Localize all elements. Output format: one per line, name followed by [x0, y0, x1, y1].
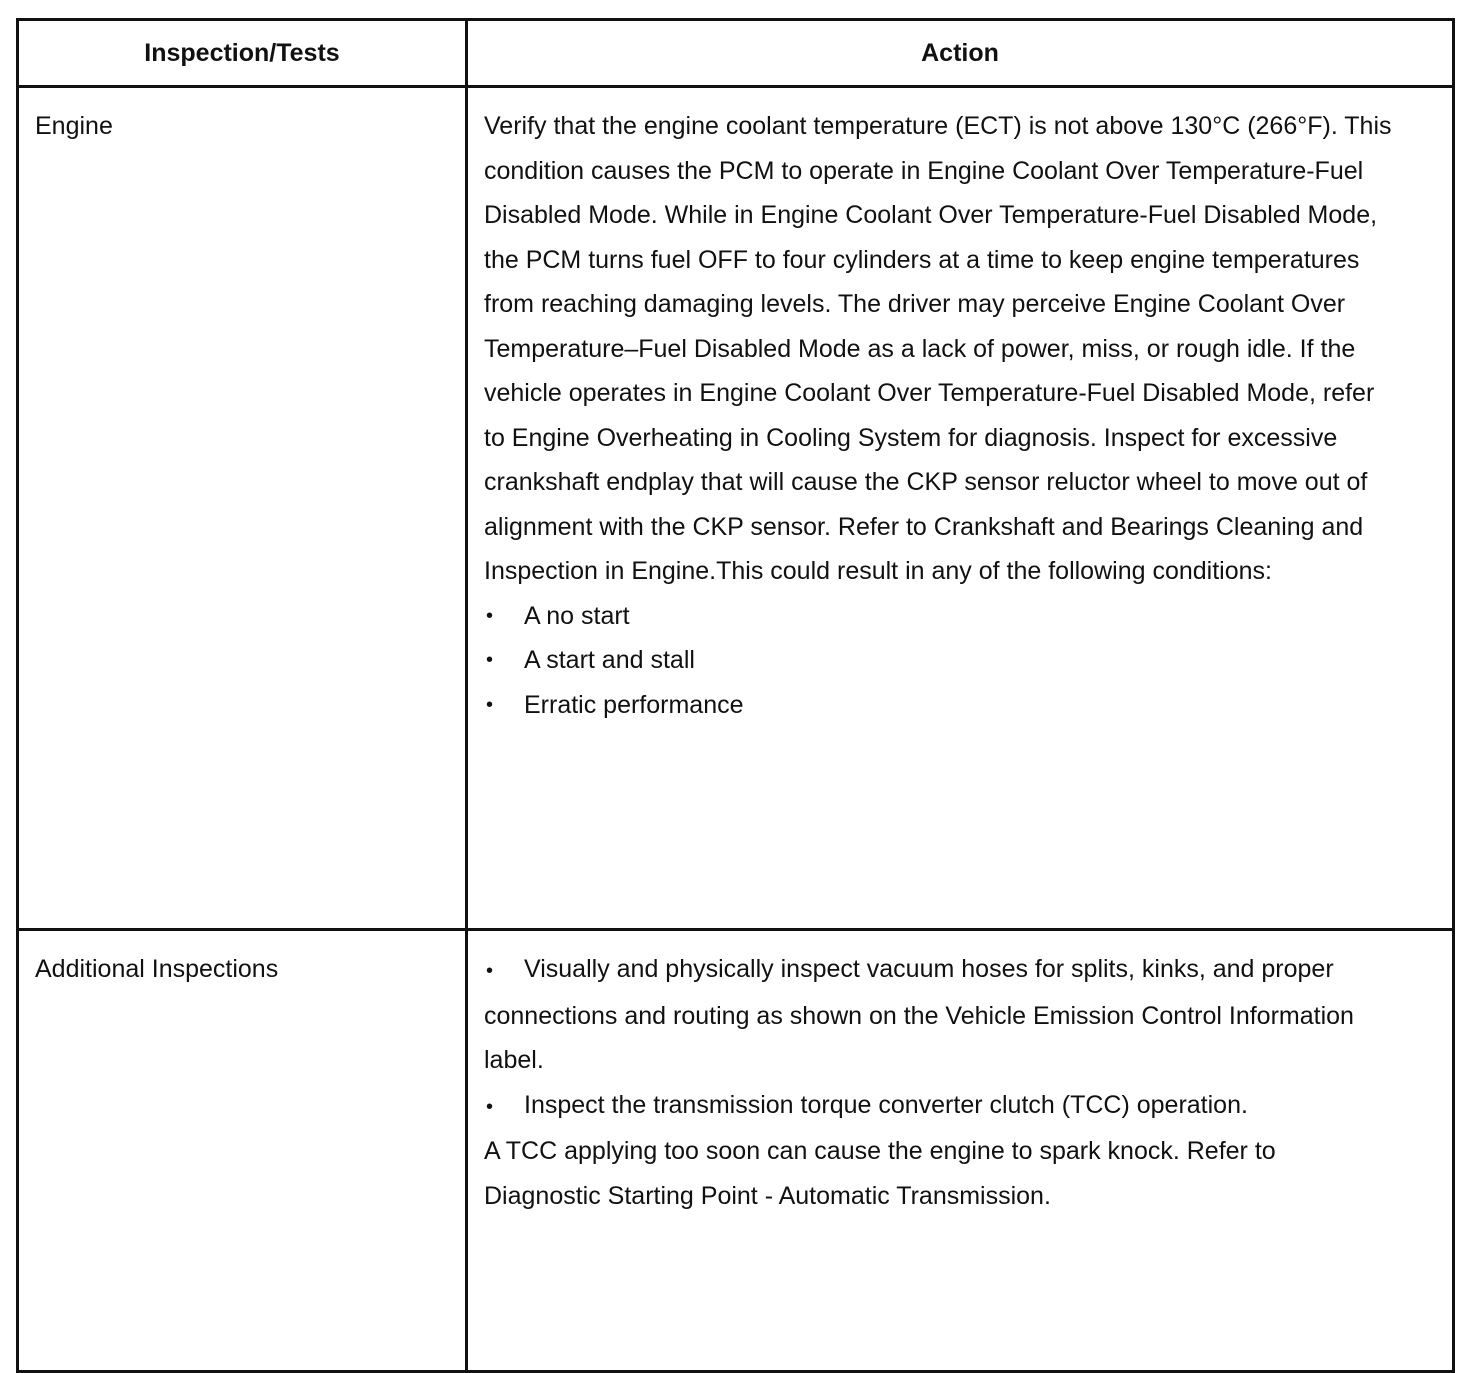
engine-action-paragraph: Verify that the engine coolant temperature (ECT) is not above 130°C (266°F). This condition causes the PCM to operate in Engine Coolant Over Temperature-Fuel Disabled Mode. While in Engine Coolant Over Temperature-Fuel Disabled Mode, the PCM turns fuel OFF to four cylinders at a time to keep engine temperatures from reaching damaging levels. The driver may perceive Engine Coolant Over Temperature–Fuel Disabled Mode as a lack of power, miss, or rough idle. If the vehicle operates in Engine Coolant Over Temperature-Fuel Disabled Mode, refer to Engine Overheating in Cooling System for diagnosis. Inspect for excessive crankshaft endplay that will cause the CKP sensor reluctor wheel to move out of alignment with the CKP sensor. Refer to Crankshaft and Bearings Cleaning and Inspection in Engine.This could result in any of the following conditions:: [484, 112, 1392, 585]
tcc-note-paragraph: A TCC applying too soon can cause the engine to spark knock. Refer to Diagnostic Starting Point - Automatic Transmission.: [484, 1137, 1276, 1210]
condition-text: A start and stall: [524, 646, 695, 674]
tcc-operation-text: Inspect the transmission torque converter clutch (TCC) operation.: [524, 1090, 1248, 1119]
bullet-icon: •: [486, 649, 494, 671]
list-item: [484, 594, 1392, 639]
additional-bullet-1: [484, 947, 1392, 1083]
bullet-icon: •: [486, 1095, 494, 1118]
inspection-table: [16, 18, 1455, 1373]
list-item: [484, 683, 1392, 728]
table-row-additional-inspections: [18, 930, 1454, 1372]
condition-text: A no start: [524, 601, 630, 630]
bullet-icon: •: [486, 693, 494, 716]
bullet-icon: •: [486, 604, 494, 627]
row-label-additional-inspections: Additional Inspections: [18, 930, 467, 1372]
header-row: [18, 20, 1454, 87]
header-inspection-tests: Inspection/Tests: [18, 20, 467, 87]
row-label-engine: Engine: [18, 87, 467, 930]
table-row-engine: [18, 87, 1454, 930]
additional-bullet-2: [484, 1083, 1392, 1130]
header-action: Action: [467, 20, 1454, 87]
action-cell-additional-inspections: [467, 930, 1454, 1372]
condition-text: Erratic performance: [524, 690, 744, 719]
engine-conditions-list: [484, 594, 1392, 728]
bullet-icon: •: [486, 960, 494, 982]
action-cell-engine: [467, 87, 1454, 930]
vacuum-hoses-text: Visually and physically inspect vacuum hoses for splits, kinks, and proper connections and routing as shown on the Vehicle Emission Control Information label.: [484, 955, 1354, 1074]
list-item: [484, 638, 1392, 683]
